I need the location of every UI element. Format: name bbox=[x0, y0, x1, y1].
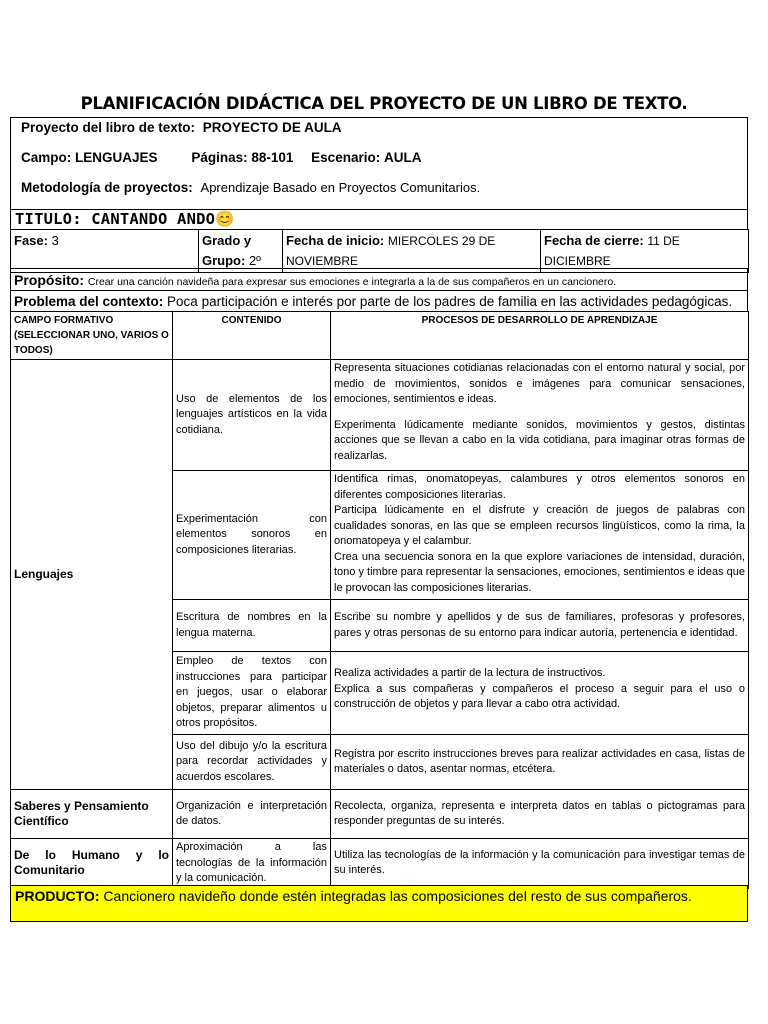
fase-value: 3 bbox=[51, 233, 59, 248]
proceso-text: Explica a sus compañeras y compañeros el proceso a seguir para el uso o construcción de objetos y para llevar a cabo otra actividad. bbox=[334, 682, 745, 710]
proyecto-value: PROYECTO DE AULA bbox=[202, 120, 342, 135]
procesos-cell bbox=[331, 471, 749, 600]
header-contenido: CONTENIDO bbox=[173, 312, 331, 360]
procesos-cell bbox=[331, 600, 749, 652]
escenario-label: Escenario: bbox=[311, 150, 381, 165]
contenido-cell: Empleo de textos con instrucciones para participar en juegos, usar o elaborar objetos, preparar alimentos u otros propósitos. bbox=[173, 652, 331, 735]
paginas-label: Páginas: bbox=[191, 150, 248, 165]
campo-line bbox=[21, 150, 421, 165]
fase-table bbox=[10, 229, 749, 273]
area-saberes: Saberes y Pensamiento Científico bbox=[11, 790, 173, 839]
contenido-cell: Uso de elementos de los lenguajes artísticos en la vida cotidiana. bbox=[173, 360, 331, 471]
producto-value: Cancionero navideño donde estén integradas las composiciones del resto de sus compañeros. bbox=[103, 888, 692, 904]
inicio-value: MIERCOLES 29 DE NOVIEMBRE bbox=[286, 234, 496, 268]
procesos-cell bbox=[331, 360, 749, 471]
problema-row bbox=[10, 290, 748, 312]
inicio-cell bbox=[283, 230, 541, 273]
procesos-cell bbox=[331, 652, 749, 735]
producto-row bbox=[10, 885, 748, 922]
project-header bbox=[10, 117, 748, 210]
problema-label: Problema del contexto: bbox=[14, 294, 164, 309]
contenido-cell: Organización e interpretación de datos. bbox=[173, 790, 331, 839]
problema-value: Poca participación e interés por parte de los padres de familia en las actividades pedagógicas. bbox=[167, 294, 733, 309]
grado-label: Grado y Grupo: bbox=[202, 233, 252, 268]
grado-cell bbox=[199, 230, 283, 273]
proposito-row bbox=[10, 268, 748, 291]
grado-value: 2º bbox=[248, 253, 261, 268]
proposito-label: Propósito: bbox=[14, 272, 84, 288]
planning-table bbox=[10, 311, 749, 889]
proceso-text: Recolecta, organiza, representa e interpreta datos en tablas o pictogramas para responder preguntas de su interés. bbox=[334, 799, 745, 827]
fase-cell bbox=[11, 230, 199, 273]
metodologia-label: Metodología de proyectos: bbox=[21, 180, 193, 195]
header-procesos: PROCESOS DE DESARROLLO DE APRENDIZAJE bbox=[331, 312, 749, 360]
escenario-value: AULA bbox=[383, 150, 422, 165]
proceso-text: Escribe su nombre y apellidos y de sus de familiares, profesoras y profesores, pares y otras personas de su entorno para indicar autoría, pertenencia e identidad. bbox=[334, 611, 745, 639]
proyecto-label: Proyecto del libro de texto: bbox=[21, 120, 196, 135]
campo-label: Campo: bbox=[21, 150, 72, 165]
project-title: TITULO: CANTANDO ANDO😊 bbox=[15, 210, 235, 228]
document-title: PLANIFICACIÓN DIDÁCTICA DEL PROYECTO DE UN LIBRO DE TEXTO. bbox=[80, 94, 688, 113]
cierre-value: 11 DE DICIEMBRE bbox=[544, 234, 680, 268]
procesos-cell bbox=[331, 790, 749, 839]
fase-label: Fase: bbox=[14, 233, 48, 248]
producto-label: PRODUCTO: bbox=[15, 888, 100, 904]
proceso-text: Realiza actividades a partir de la lectura de instructivos. bbox=[334, 667, 606, 679]
contenido-cell: Uso del dibujo y/o la escritura para recordar actividades y acuerdos escolares. bbox=[173, 735, 331, 790]
contenido-cell: Experimentación con elementos sonoros en composiciones literarias. bbox=[173, 471, 331, 600]
area-humano: De lo Humano y lo Comunitario bbox=[11, 839, 173, 889]
contenido-cell: Aproximación a las tecnologías de la información y la comunicación. bbox=[173, 839, 331, 889]
proceso-text: Experimenta lúdicamente mediante sonidos, movimientos y gestos, distintas acciones que se llevan a cabo en la vida cotidiana, para imaginar otras formas de realizarlas. bbox=[334, 418, 745, 462]
proceso-text: Identifica rimas, onomatopeyas, calambures y otros elementos sonoros en diferentes composiciones literarias. bbox=[334, 473, 745, 501]
proceso-text: Utiliza las tecnologías de la información y la comunicación para investigar temas de su interés. bbox=[334, 848, 745, 877]
proposito-value: Crear una canción navideña para expresar sus emociones e integrarla a la de sus compañeros en un cancionero. bbox=[87, 276, 617, 288]
titulo-row bbox=[10, 209, 748, 230]
proyecto-line bbox=[21, 120, 342, 135]
proceso-text: Registra por escrito instrucciones breves para realizar actividades en casa, listas de materiales o datos, asentar normas, etcétera. bbox=[334, 747, 745, 775]
header-campo: CAMPO FORMATIVO (SELECCIONAR UNO, VARIOS O TODOS) bbox=[11, 312, 173, 360]
metodologia-line bbox=[21, 180, 480, 195]
procesos-cell bbox=[331, 735, 749, 790]
area-lenguajes: Lenguajes bbox=[11, 360, 173, 790]
contenido-cell: Escritura de nombres en la lengua materna. bbox=[173, 600, 331, 652]
paginas-value: 88-101 bbox=[251, 150, 294, 165]
proceso-text: Representa situaciones cotidianas relacionadas con el entorno natural y social, por medio de movimientos, sonidos e imágenes para comunicar sensaciones, emociones, sentimientos e ideas. bbox=[334, 362, 745, 405]
proceso-text: Crea una secuencia sonora en la que explore variaciones de intensidad, duración, tono y timbre para representar la sensaciones, emociones, sentimientos e ideas que le provocan las composiciones literarias. bbox=[334, 550, 745, 594]
campo-value: LENGUAJES bbox=[75, 150, 158, 165]
cierre-cell bbox=[541, 230, 749, 273]
procesos-cell bbox=[331, 839, 749, 889]
proceso-text: Participa lúdicamente en el disfrute y creación de juegos de palabras con cualidades sonoras, en las que se empleen recursos lingüísticos, como la rima, la onomatopeya y el calambur. bbox=[334, 504, 745, 547]
inicio-label: Fecha de inicio: bbox=[286, 233, 385, 248]
metodologia-value: Aprendizaje Basado en Proyectos Comunitarios. bbox=[200, 180, 481, 195]
cierre-label: Fecha de cierre: bbox=[544, 233, 644, 248]
